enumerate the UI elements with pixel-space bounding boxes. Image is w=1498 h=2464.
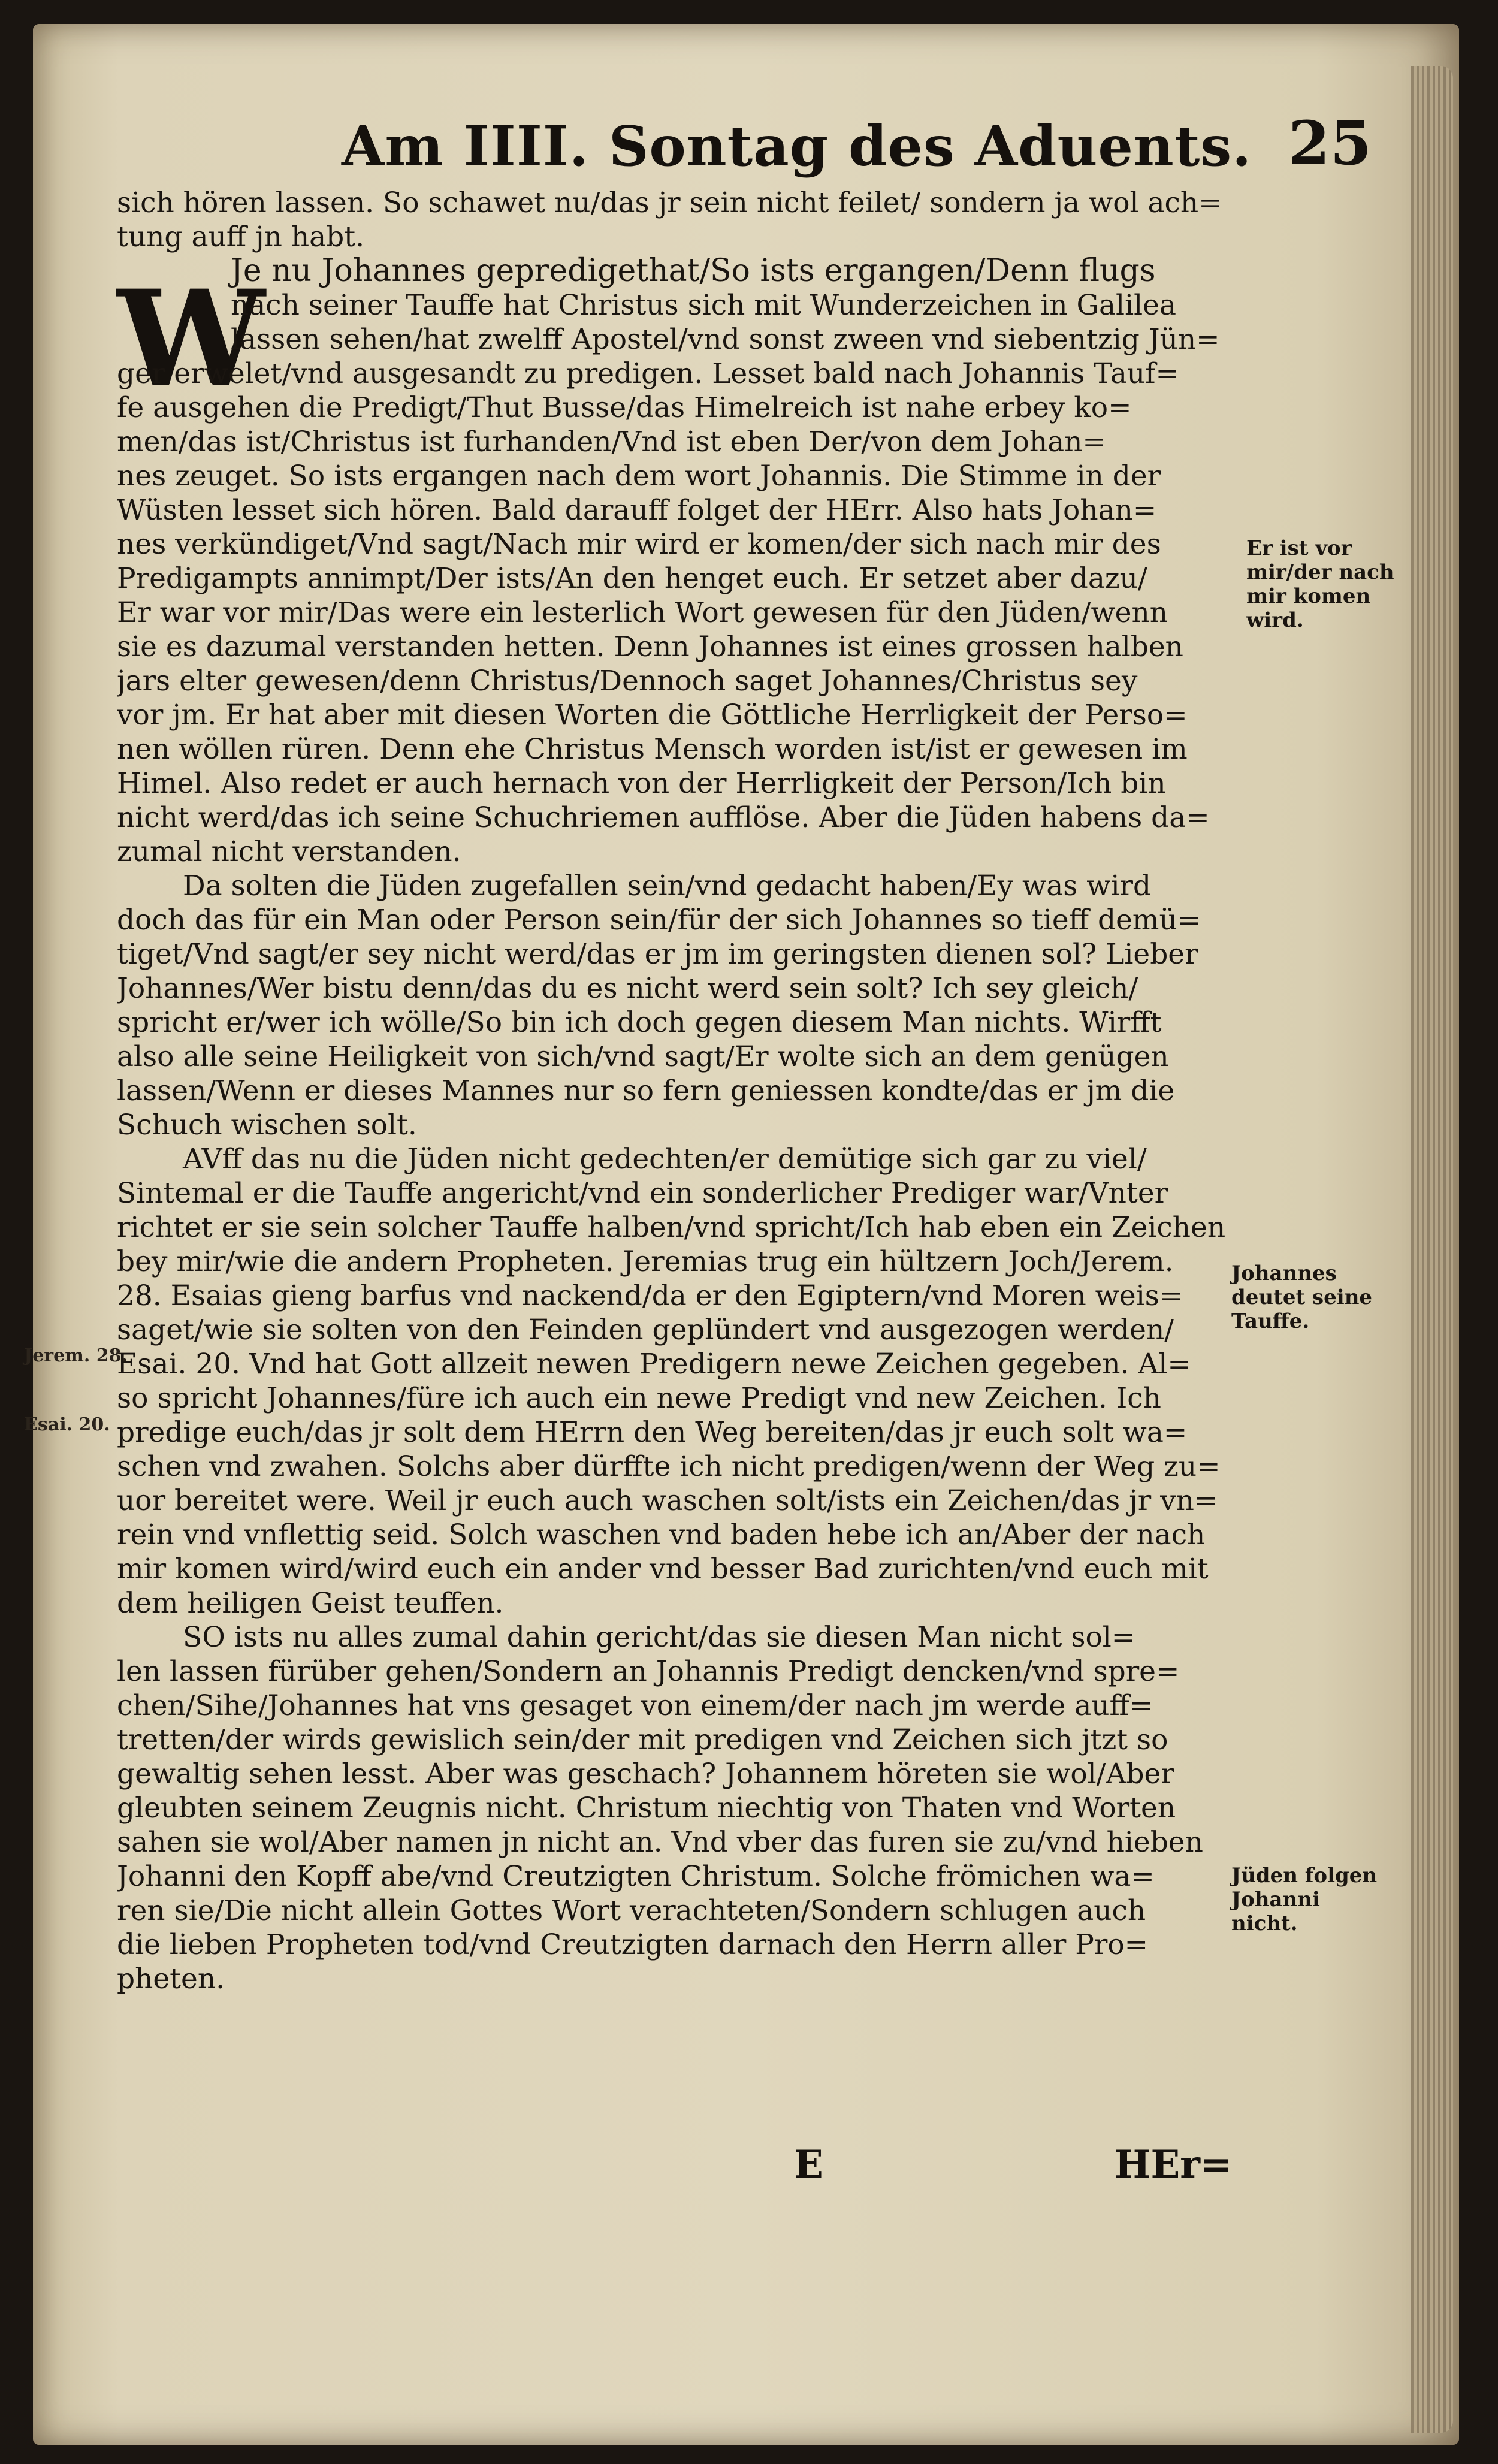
- text-line: Himel. Also redet er auch hernach von der Herrligkeit der Person/Ich bin: [117, 767, 1166, 800]
- margin-note-er-ist-vor-mir: Er ist vor mir/der nach mir komen wird.: [1246, 536, 1394, 632]
- text-line: dem heiligen Geist teuffen.: [117, 1587, 504, 1620]
- text-line: vor jm. Er hat aber mit diesen Worten die Göttliche Herrligkeit der Perso=: [117, 699, 1188, 732]
- text-line: uor bereitet were. Weil jr euch auch waschen solt/ists ein Zeichen/das jr vn=: [117, 1484, 1218, 1517]
- text-line: bey mir/wie die andern Propheten. Jeremias trug ein hültzern Joch/Jerem.: [117, 1245, 1174, 1278]
- text-line: pheten.: [117, 1962, 225, 1995]
- text-line: nes zeuget. So ists ergangen nach dem wort Johannis. Die Stimme in der: [117, 460, 1161, 493]
- text-line: ger erwelet/vnd ausgesandt zu predigen. Lesset bald nach Johannis Tauf=: [117, 357, 1179, 390]
- text-line: tiget/Vnd sagt/er sey nicht werd/das er jm im geringsten dienen sol? Lieber: [117, 938, 1198, 971]
- text-line: Esai. 20. Vnd hat Gott allzeit newen Predigern newe Zeichen gegeben. Al=: [117, 1348, 1191, 1381]
- text-line: so spricht Johannes/füre ich auch ein newe Predigt vnd new Zeichen. Ich: [117, 1382, 1161, 1415]
- text-line: Predigampts annimpt/Der ists/An den henget euch. Er setzet aber dazu/: [117, 562, 1147, 595]
- text-line: fe ausgehen die Predigt/Thut Busse/das Himelreich ist nahe erbey ko=: [117, 391, 1132, 424]
- text-line: jars elter gewesen/denn Christus/Dennoch saget Johannes/Christus sey: [117, 665, 1138, 697]
- text-line: AVff das nu die Jüden nicht gedechten/er demütige sich gar zu viel/: [183, 1143, 1147, 1176]
- running-title: Am IIII. Sontag des Aduents.: [342, 114, 1252, 179]
- text-line: men/das ist/Christus ist furhanden/Vnd ist eben Der/von dem Johan=: [117, 425, 1106, 458]
- left-margin-note-jerem: Jerem. 28.: [24, 1345, 128, 1366]
- text-line: Johanni den Kopff abe/vnd Creutzigten Christum. Solche frömichen wa=: [117, 1860, 1155, 1893]
- text-line: nicht werd/das ich seine Schuchriemen aufflöse. Aber die Jüden habens da=: [117, 801, 1210, 834]
- text-line: die lieben Propheten tod/vnd Creutzigten darnach den Herrn aller Pro=: [117, 1928, 1149, 1961]
- text-line: doch das für ein Man oder Person sein/für der sich Johannes so tieff demü=: [117, 904, 1201, 937]
- text-line: ren sie/Die nicht allein Gottes Wort verachteten/Sondern schlugen auch: [117, 1894, 1146, 1927]
- text-line: Da solten die Jüden zugefallen sein/vnd gedacht haben/Ey was wird: [183, 869, 1152, 902]
- text-line: sahen sie wol/Aber namen jn nicht an. Vnd vber das furen sie zu/vnd hieben: [117, 1826, 1203, 1859]
- text-line: Je nu Johannes gepredigethat/So ists ergangen/Denn flugs: [231, 254, 1156, 288]
- text-line: zumal nicht verstanden.: [117, 835, 461, 868]
- text-line: richtet er sie sein solcher Tauffe halben/vnd spricht/Ich hab eben ein Zeichen: [117, 1211, 1226, 1244]
- text-line: tretten/der wirds gewislich sein/der mit predigen vnd Zeichen sich jtzt so: [117, 1723, 1168, 1756]
- text-line: sich hören lassen. So schawet nu/das jr sein nicht feilet/ sondern ja wol ach=: [117, 186, 1222, 219]
- text-line: nach seiner Tauffe hat Christus sich mit Wunderzeichen in Galilea: [231, 289, 1176, 322]
- text-line: len lassen fürüber gehen/Sondern an Johannis Predigt dencken/vnd spre=: [117, 1655, 1180, 1688]
- text-line: Schuch wischen solt.: [117, 1109, 417, 1142]
- margin-note-juden-folgen: Jüden folgen Johanni nicht.: [1231, 1864, 1378, 1935]
- text-line: chen/Sihe/Johannes hat vns gesaget von einem/der nach jm werde auff=: [117, 1689, 1153, 1722]
- catchword: HEr=: [1115, 2142, 1233, 2187]
- text-line: SO ists nu alles zumal dahin gericht/das sie diesen Man nicht sol=: [183, 1621, 1135, 1654]
- text-line: also alle seine Heiligkeit von sich/vnd sagt/Er wolte sich an dem genügen: [117, 1040, 1169, 1073]
- text-line: saget/wie sie solten von den Feinden geplündert vnd ausgezogen werden/: [117, 1313, 1174, 1346]
- text-line: 28. Esaias gieng barfus vnd nackend/da er den Egiptern/vnd Moren weis=: [117, 1279, 1183, 1312]
- left-margin-note-esai: Esai. 20.: [24, 1414, 110, 1435]
- text-line: nes verkündiget/Vnd sagt/Nach mir wird er komen/der sich nach mir des: [117, 528, 1161, 561]
- text-line: lassen sehen/hat zwelff Apostel/vnd sonst zween vnd siebentzig Jün=: [231, 323, 1220, 356]
- text-line: rein vnd vnflettig seid. Solch waschen vnd baden hebe ich an/Aber der nach: [117, 1518, 1206, 1551]
- page-edge: [1411, 66, 1453, 2433]
- text-line: sie es dazumal verstanden hetten. Denn Johannes ist eines grossen halben: [117, 630, 1183, 663]
- text-line: Sintemal er die Tauffe angericht/vnd ein sonderlicher Prediger war/Vnter: [117, 1177, 1168, 1210]
- text-line: schen vnd zwahen. Solchs aber dürffte ich nicht predigen/wenn der Weg zu=: [117, 1450, 1221, 1483]
- text-line: spricht er/wer ich wölle/So bin ich doch gegen diesem Man nichts. Wirfft: [117, 1006, 1162, 1039]
- text-line: tung auff jn habt.: [117, 221, 365, 253]
- text-body: [117, 186, 1231, 1996]
- text-line: gleubten seinem Zeugnis nicht. Christum niechtig von Thaten vnd Worten: [117, 1792, 1176, 1825]
- margin-note-johannes-deutet: Johannes deutet seine Tauffe.: [1231, 1261, 1373, 1333]
- text-line: gewaltig sehen lesst. Aber was geschach? Johannem höreten sie wol/Aber: [117, 1758, 1174, 1790]
- page-number: 25: [1288, 108, 1372, 179]
- signature-mark: E: [794, 2142, 823, 2187]
- text-line: Wüsten lesset sich hören. Bald darauff folget der HErr. Also hats Johan=: [117, 494, 1157, 527]
- text-line: lassen/Wenn er dieses Mannes nur so fern geniessen kondte/das er jm die: [117, 1074, 1175, 1107]
- drop-initial: W: [117, 261, 265, 416]
- text-line: nen wöllen rüren. Denn ehe Christus Mensch worden ist/ist er gewesen im: [117, 733, 1188, 766]
- text-line: Johannes/Wer bistu denn/das du es nicht werd sein solt? Ich sey gleich/: [117, 972, 1138, 1005]
- text-line: mir komen wird/wird euch ein ander vnd besser Bad zurichten/vnd euch mit: [117, 1553, 1209, 1586]
- text-line: Er war vor mir/Das were ein lesterlich Wort gewesen für den Jüden/wenn: [117, 596, 1168, 629]
- text-line: predige euch/das jr solt dem HErrn den Weg bereiten/das jr euch solt wa=: [117, 1416, 1188, 1449]
